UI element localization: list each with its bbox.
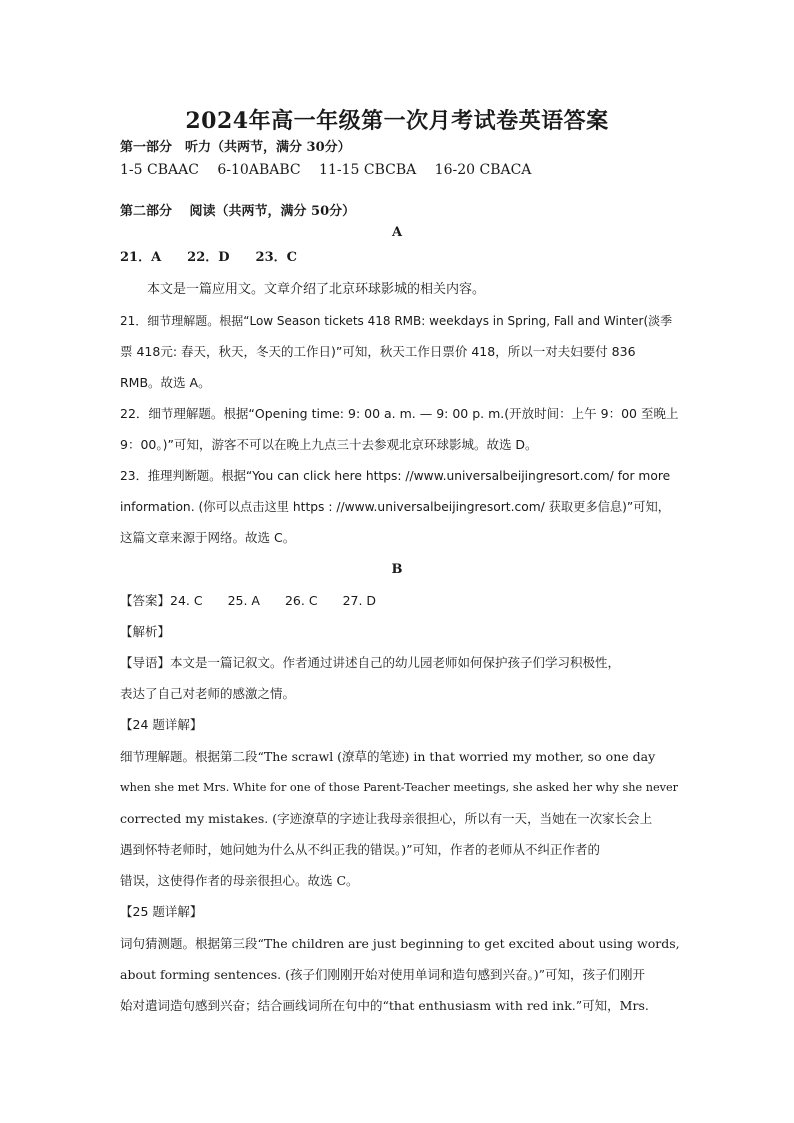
q24-line-1: 细节理解题。根据第二段“The scrawl (潦草的笔迹) in that worried my mother, so one day (120, 749, 656, 764)
guide-line-2: 表达了自己对老师的感激之情。 (120, 686, 296, 701)
q24-line-4: 遇到怀特老师时，她问她为什么从不纠正我的错误。)”可知，作者的老师从不纠正作者的 (120, 842, 601, 857)
q21-line-1: 21．细节理解题。根据“Low Season tickets 418 RMB: weekdays in Spring, Fall and Winter(淡季 (120, 314, 673, 328)
q24-line-5: 错误，这使得作者的母亲很担心。故选 C。 (120, 873, 359, 888)
q22-line-2: 9：00。)”可知，游客不可以在晚上九点三十去参观北京环球影城。故选 D。 (120, 437, 538, 452)
q25-line-1: 词句猜测题。根据第三段“The children are just beginning to get excited about using words, (120, 936, 680, 951)
section-a-label: A (391, 225, 403, 240)
q21-line-2: 票 418元: 春天，秋天，冬天的工作日)”可知，秋天工作日票价 418，所以一对夫妇要付 836 (120, 344, 636, 359)
section-a-answers: 21．A 22．D 23．C (120, 250, 297, 265)
q23-line-3: 这篇文章来源于网络。故选 C。 (120, 530, 296, 545)
part2-heading: 第二部分 阅读（共两节，满分 50分） (120, 204, 356, 219)
part1-heading: 第一部分 听力（共两节，满分 30分） (120, 140, 351, 155)
q25-line-2: about forming sentences. (孩子们刚刚开始对使用单词和造句感到兴奋。)”可知，孩子们刚开 (120, 967, 646, 982)
q21-line-3: RMB。故选 A。 (120, 375, 211, 390)
q25-heading: 【25 题详解】 (120, 904, 203, 919)
q23-line-2: information. (你可以点击这里 https : //www.universalbeijingresort.com/ 获取更多信息)”可知， (120, 500, 671, 514)
q24-heading: 【24 题详解】 (120, 717, 203, 732)
section-a-summary: 本文是一篇应用文。文章介绍了北京环球影城的相关内容。 (147, 282, 486, 297)
listening-answers: 1-5 CBAAC 6-10ABABC 11-15 CBCBA 16-20 CBACA (120, 162, 532, 178)
q24-line-3: corrected my mistakes. (字迹潦草的字迹让我母亲很担心，所以有一天，当她在一次家长会上 (120, 811, 653, 826)
section-b-answers: 【答案】24. C 25. A 26. C 27. D (120, 593, 377, 608)
page-title: 2024年高一年级第一次月考试卷英语答案 (185, 108, 609, 134)
q22-line-1: 22．细节理解题。根据“Opening time: 9: 00 a. m. — 9: 00 p. m.(开放时间：上午 9：00 至晚上 (120, 406, 679, 421)
guide-line-1: 【导语】本文是一篇记叙文。作者通过讲述自己的幼儿园老师如何保护孩子们学习积极性， (120, 655, 621, 670)
q23-line-1: 23．推理判断题。根据“You can click here https: //www.universalbeijingresort.com/ for more (120, 469, 671, 483)
q25-line-3: 始对遣词造句感到兴奋；结合画线词所在句中的“that enthusiasm with red ink.”可知，Mrs. (120, 998, 649, 1013)
analysis-heading: 【解析】 (120, 624, 171, 639)
section-b-label: B (391, 562, 403, 577)
q24-line-2: when she met Mrs. White for one of those Parent-Teacher meetings, she asked her why she never (120, 781, 679, 794)
